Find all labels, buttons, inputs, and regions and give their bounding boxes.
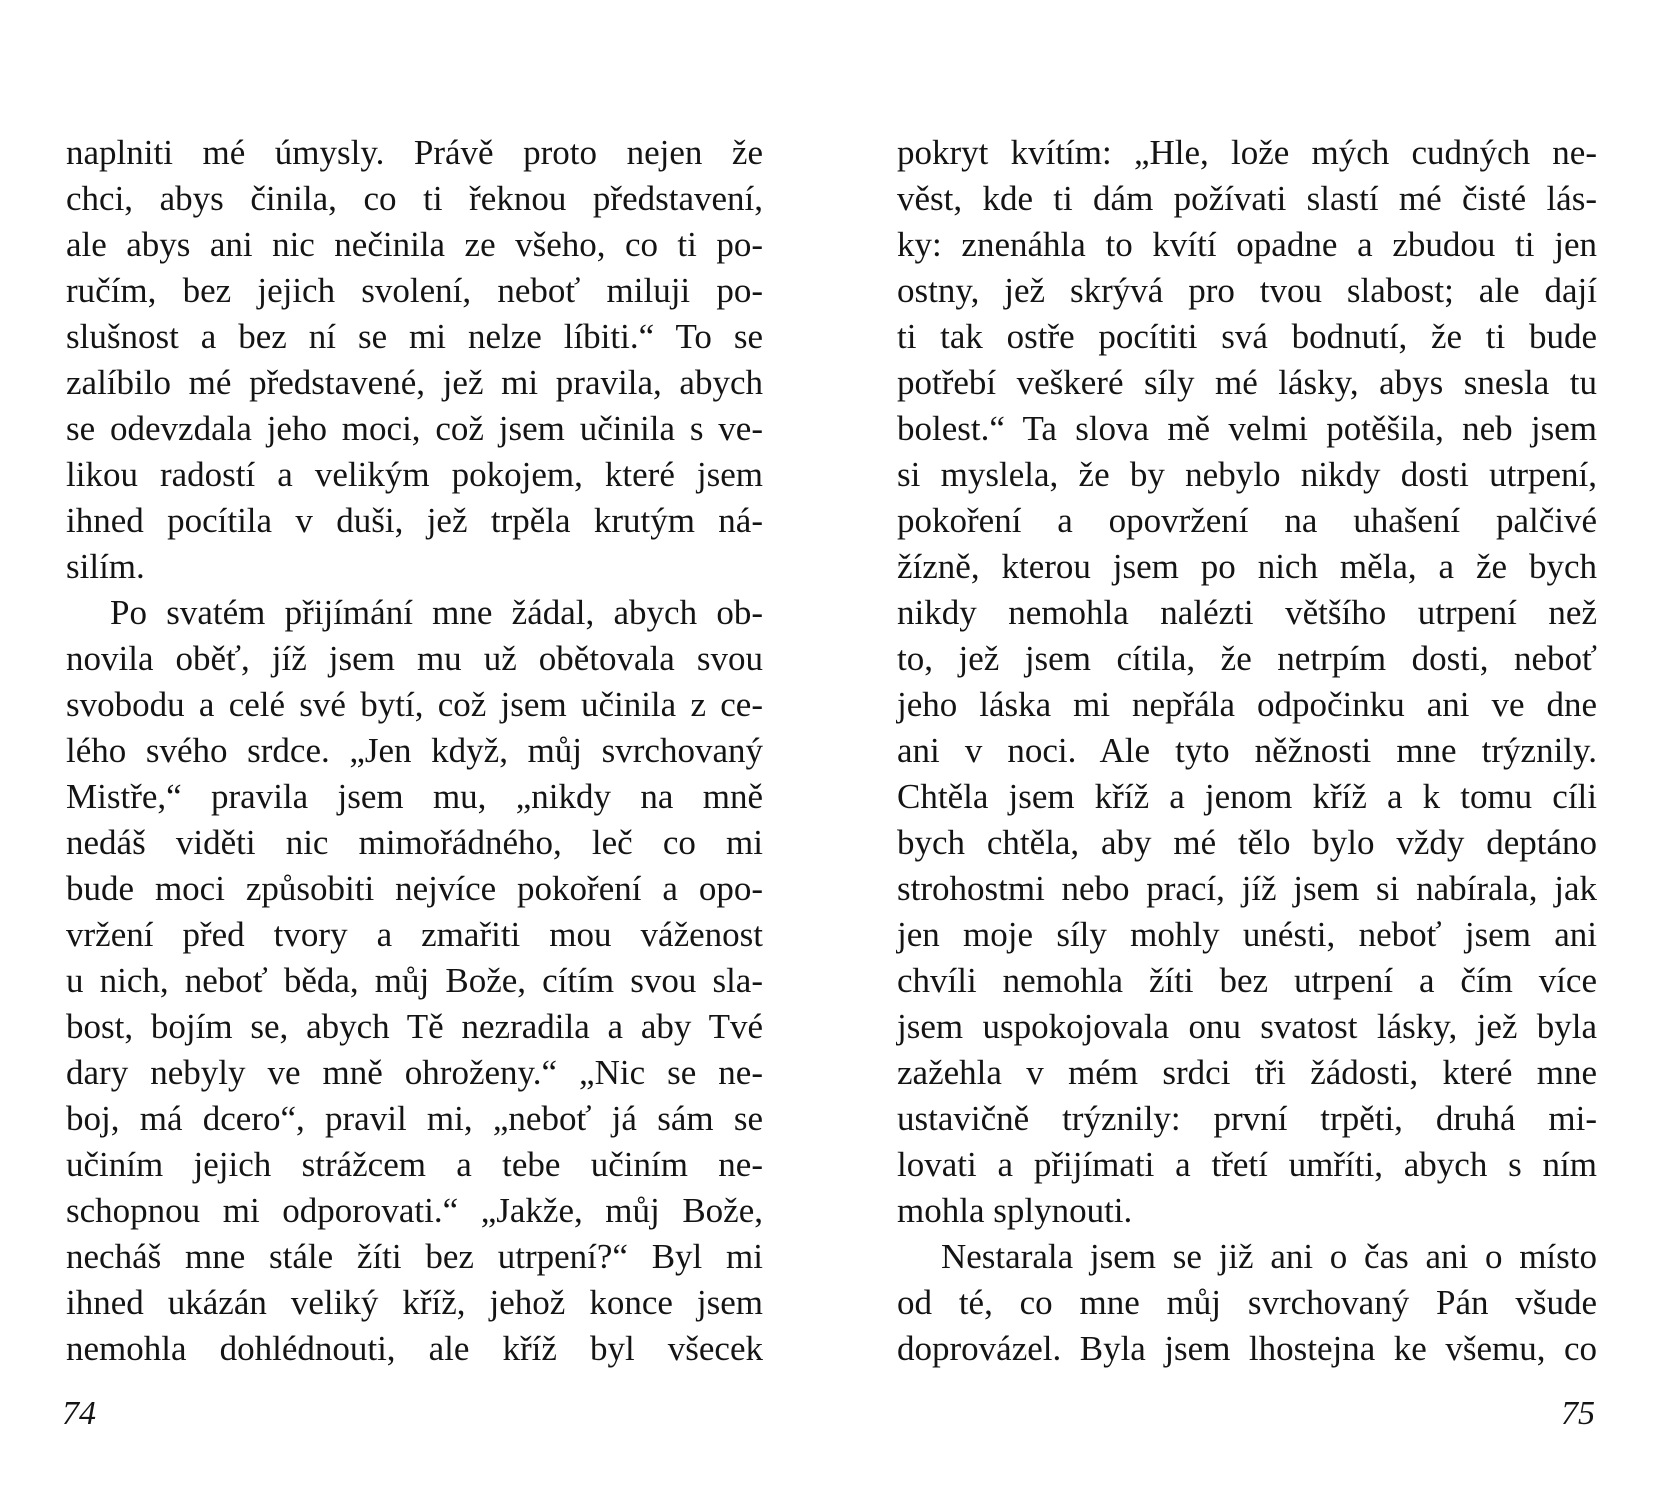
left-page-text <box>66 130 763 1372</box>
text-line: ale abys ani nic nečinila ze všeho, co ti po- <box>66 225 763 264</box>
text-line: jeho láska mi nepřála odpočinku ani ve dne <box>897 685 1597 724</box>
text-line: jen moje síly mohly unésti, neboť jsem ani <box>897 915 1597 954</box>
text-line: od té, co mne můj svrchovaný Pán všude <box>897 1283 1597 1322</box>
text-line: doprovázel. Byla jsem lhostejna ke všemu, co <box>897 1329 1597 1368</box>
text-line: se odevzdala jeho moci, což jsem učinila s ve- <box>66 409 763 448</box>
text-line: potřebí veškeré síly mé lásky, abys snesla tu <box>897 363 1597 402</box>
text-line: silím. <box>66 547 145 586</box>
text-line: jsem uspokojovala onu svatost lásky, jež byla <box>897 1007 1597 1046</box>
text-line: učiním jejich strážcem a tebe učiním ne- <box>66 1145 763 1184</box>
text-line: nemohla dohlédnouti, ale kříž byl všecek <box>66 1329 763 1368</box>
text-line: ostny, jež skrývá pro tvou slabost; ale dají <box>897 271 1597 310</box>
text-line: necháš mne stále žíti bez utrpení?“ Byl mi <box>66 1237 763 1276</box>
text-line: nedáš viděti nic mimořádného, leč co mi <box>66 823 763 862</box>
text-line: likou radostí a velikým pokojem, které jsem <box>66 455 763 494</box>
text-line: ručím, bez jejich svolení, neboť miluji po- <box>66 271 763 310</box>
text-line: Chtěla jsem kříž a jenom kříž a k tomu cíli <box>897 777 1597 816</box>
text-line: to, jež jsem cítila, že netrpím dosti, neboť <box>897 639 1597 678</box>
text-line: novila oběť, jíž jsem mu už obětovala svou <box>66 639 763 678</box>
text-line: boj, má dcero“, pravil mi, „neboť já sám se <box>66 1099 763 1138</box>
text-line: ky: znenáhla to kvítí opadne a zbudou ti jen <box>897 225 1597 264</box>
text-line: dary nebyly ve mně ohroženy.“ „Nic se ne- <box>66 1053 763 1092</box>
text-line: bost, bojím se, abych Tě nezradila a aby Tvé <box>66 1007 763 1046</box>
text-line: bolest.“ Ta slova mě velmi potěšila, neb jsem <box>897 409 1597 448</box>
text-line: Po svatém přijímání mne žádal, abych ob- <box>110 593 763 632</box>
text-line: věst, kde ti dám požívati slastí mé čisté lás- <box>897 179 1597 218</box>
text-line: u nich, neboť běda, můj Bože, cítím svou sla- <box>66 961 763 1000</box>
text-line: schopnou mi odporovati.“ „Jakže, můj Bože, <box>66 1191 763 1230</box>
text-line: vržení před tvory a zmařiti mou váženost <box>66 915 763 954</box>
text-line: svobodu a celé své bytí, což jsem učinila z ce- <box>66 685 763 724</box>
text-line: slušnost a bez ní se mi nelze líbiti.“ To se <box>66 317 763 356</box>
text-line: zalíbilo mé představené, jež mi pravila, abych <box>66 363 763 402</box>
text-line: zažehla v mém srdci tři žádosti, které mne <box>897 1053 1597 1092</box>
text-line: lého svého srdce. „Jen když, můj svrchovaný <box>66 731 763 770</box>
page-number-right: 75 <box>1561 1395 1595 1432</box>
text-line: chvíli nemohla žíti bez utrpení a čím více <box>897 961 1597 1000</box>
text-line: naplniti mé úmysly. Právě proto nejen že <box>66 133 763 172</box>
text-line: strohostmi nebo prací, jíž jsem si nabírala, jak <box>897 869 1597 908</box>
text-line: pokoření a opovržení na uhašení palčivé <box>897 501 1597 540</box>
right-page-text <box>897 130 1597 1372</box>
text-line: ihned ukázán veliký kříž, jehož konce jsem <box>66 1283 763 1322</box>
text-line: nikdy nemohla nalézti většího utrpení než <box>897 593 1597 632</box>
text-line: žízně, kterou jsem po nich měla, a že bych <box>897 547 1597 586</box>
text-line: ti tak ostře pocítiti svá bodnutí, že ti bude <box>897 317 1597 356</box>
text-line: Nestarala jsem se již ani o čas ani o místo <box>941 1237 1597 1276</box>
text-line: ustavičně trýznily: první trpěti, druhá mi- <box>897 1099 1597 1138</box>
page-number-left: 74 <box>62 1395 96 1432</box>
text-line: chci, abys činila, co ti řeknou představení, <box>66 179 763 218</box>
text-line: bych chtěla, aby mé tělo bylo vždy deptáno <box>897 823 1597 862</box>
text-line: bude moci způsobiti nejvíce pokoření a opo- <box>66 869 763 908</box>
text-line: si myslela, že by nebylo nikdy dosti utrpení, <box>897 455 1597 494</box>
text-line: pokryt kvítím: „Hle, lože mých cudných ne- <box>897 133 1597 172</box>
text-line: ani v noci. Ale tyto něžnosti mne trýznily. <box>897 731 1597 770</box>
text-line: mohla splynouti. <box>897 1191 1133 1230</box>
text-line: ihned pocítila v duši, jež trpěla krutým ná- <box>66 501 763 540</box>
text-line: Mistře,“ pravila jsem mu, „nikdy na mně <box>66 777 763 816</box>
right-page <box>827 0 1654 1500</box>
text-line: lovati a přijímati a třetí umříti, abych s ním <box>897 1145 1597 1184</box>
